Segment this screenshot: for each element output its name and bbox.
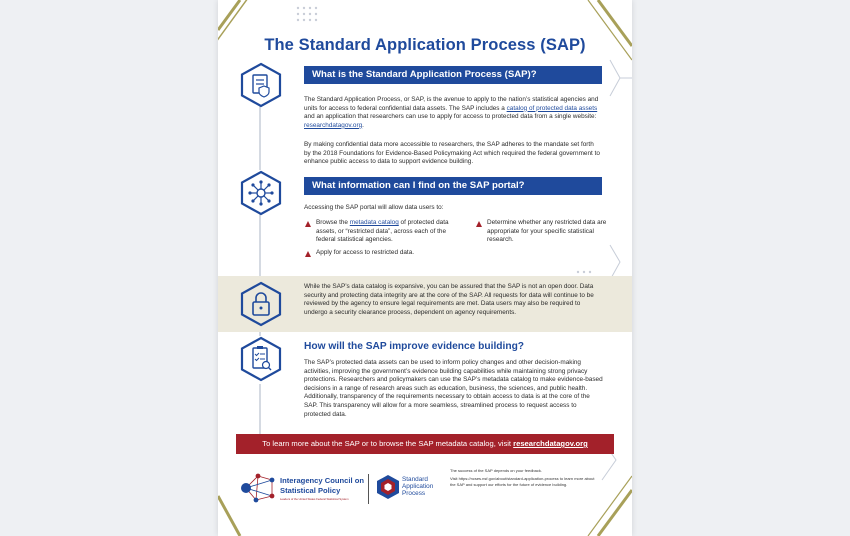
section-heading-find: What information can I find on the SAP portal? [304,177,602,195]
find-intro: Accessing the SAP portal will allow data users to: [304,204,444,211]
catalog-link[interactable]: catalog of protected data assets [506,104,598,112]
sap-logo-icon [376,474,400,500]
evidence-paragraph: The SAP’s protected data assets can be used to inform policy changes and other decision-making activities, improving the government’s evidence building capabilities while maintaining strong privacy protections. Researchers and policymakers can use the SAP’s metadata catalog to make evidence-based decisions in a range of research areas such as education, business, the sciences, and public health. Additionally, transparency of the requirements necessary to obtain access to data is at the core of the SAP. This transparency will allow for a more seamless, streamlined process to request access to protected data. [304,359,603,418]
cta-text: To learn more about the SAP or to browse the SAP metadata catalog, visit [262,439,514,448]
section-heading-evidence: How will the SAP improve evidence building? [304,341,525,352]
metadata-catalog-link[interactable]: metadata catalog [349,219,399,226]
page-title: The Standard Application Process (SAP) [264,36,586,54]
bullet-triangle-icon [305,221,311,227]
bullet-apply: Apply for access to restricted data. [316,249,415,256]
text-span: and an application that researchers can use to apply for access to protected data from a single website: [304,113,597,121]
document-page [218,0,632,536]
footer-divider [368,474,369,504]
footer-feedback-line: The success of the SAP depends on your feedback. [450,468,542,473]
sap-name-line1: Standard [402,476,428,483]
icsp-subtitle: Leaders of the United States Federal Statistical System [280,497,349,501]
security-paragraph: While the SAP’s data catalog is expansive, you can be assured that the SAP is not an open door. Data security and protecting data integrity are at the core of the SAP. All requests for data will continue to be reviewed by the agency to ensure legal requirements are met. Data users may also be required to undergo a security clearance process, dependent on agency requirements. [304,283,594,316]
icsp-name-line2: Statistical Policy [280,486,341,495]
text-span: The Standard Application Process, or SAP, is the avenue to apply to the nation’s statistical agencies and units for access to federal confidential data assets. The SAP includes a [304,96,599,112]
icsp-name-line1: Interagency Council on [280,476,364,485]
sap-name-line2: Application [402,483,434,490]
text-span: of protected data assets, or “restricted data”, across each of the federal statistical agencies. [316,219,449,244]
text-span: . [362,121,364,129]
text-span: Browse the [316,219,350,226]
section-heading-what-is: What is the Standard Application Process (SAP)? [304,66,602,84]
checklist-icon [238,336,284,382]
what-is-paragraph-2: By making confidential data more accessible to researchers, the SAP adheres to the mandate set forth by the 2018 Foundations for Evidence-Based Policymaking Act which required the federal government to enhance public access to data to support evidence building. [304,141,600,166]
bullet-browse [316,219,466,245]
researchdatagov-link[interactable]: researchdatagov.org [304,121,363,129]
sap-name-line3: Process [402,490,426,497]
cta-link[interactable]: researchdatagov.org [513,439,588,448]
icsp-network-logo-icon [238,468,282,508]
document-shield-icon [238,62,284,108]
lock-icon [238,281,284,327]
bullet-triangle-icon [305,251,311,257]
footer-visit-text: Visit https://ncses.nsf.gov/about/standard-application-process to learn more about the SAP and support our efforts for the future of evidence building. [450,476,595,487]
what-is-paragraph-1 [304,96,600,130]
cta-banner [236,434,614,454]
network-icon [238,170,284,216]
bullet-determine: Determine whether any restricted data are appropriate for your specific statistical research. [487,219,607,244]
bullet-triangle-icon [476,221,482,227]
